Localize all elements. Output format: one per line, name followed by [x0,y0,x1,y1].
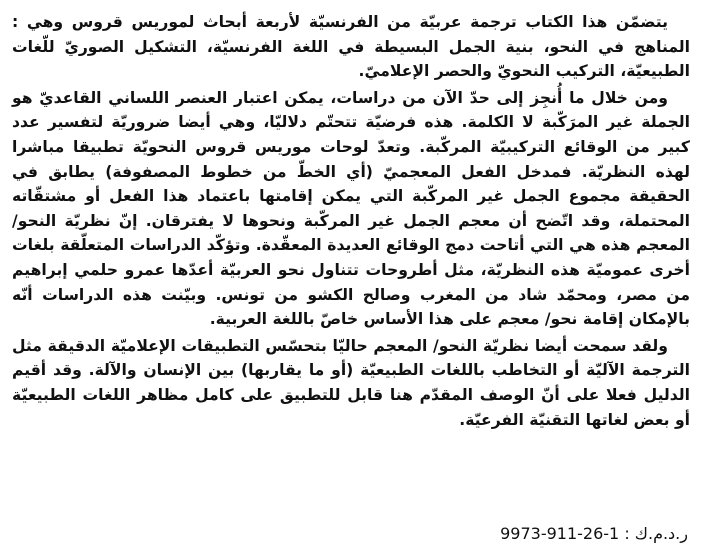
paragraph-1-text: يتضمّن هذا الكتاب ترجمة عربيّة من الفرنسيّة لأربعة أبحاث لموريس قروس وهي : المناهج في النحو، بنية الجمل البسيطة في اللغة الفرنسيّة، التشكيل الصوريّ للّغات الطبيعيّة، التركيب النحويّ والحصر الإعلاميّ. [12,13,690,81]
isbn-number: 9973-911-26-1 [500,524,620,543]
isbn-line [500,524,688,543]
paragraph-1 [12,10,690,84]
isbn-label: ر.د.م.ك : [624,524,688,543]
paragraph-3-text: ولقد سمحت أيضا نظريّة النحو/ المعجم حاليّا بتحسّس التطبيقات الإعلاميّة الدقيقة مثل الترجمة الآليّة أو التخاطب باللغات الطبيعيّة (أو ما يقاربها) بين الإنسان والآلة. وقد أقيم الدليل فعلا على أنّ الوصف المقدّم هنا قابل للتطبيق على كامل مظاهر اللغات الطبيعيّة أو بعض لغاتها التقنيّة الفرعيّة. [12,336,690,429]
paragraph-2-text: ومن خلال ما أُنجِز إلى حدّ الآن من دراسات، يمكن اعتبار العنصر اللساني القاعديّ هو الجملة غير المرَكّبة لا الكلمة. هذه فرضيّة تتحتّم دلاليّا، وهي أيضا ضروريّة لتفسير عدد كبير من الوقائع التركيبيّة المركّبة. وتعدّ لوحات موريس قروس النحويّة تطبيقا مباشرا لهذه النظريّة. فمدخل الفعل المعجميّ (أي الخطّ من خطوط المصفوفة) يطابق في الحقيقة مجموع الجمل غير المركّبة التي يمكن إقامتها باعتماد هذا الفعل أو مشتقّاته المحتملة، وقد اتّضح أن معجم الجمل غير المركّبة ونحوها لا يفترقان. إنّ نظريّة النحو/ المعجم هذه هي التي أتاحت دمج الوقائع العديدة المعقّدة. وتؤكّد الدراسات المتعلّقة بلغات أخرى عموميّة هذه النظريّة، مثل أطروحات تتناول نحو العربيّة أعدّها عمرو حلمي إبراهيم من مصر، ومحمّد شاد من المغرب وصالح الكشو من تونس. وبيّنت هذه الدراسات أنّه بالإمكان إقامة نحو/ معجم على هذا الأساس خاصّ باللغة العربية. [12,88,690,329]
paragraph-3 [12,334,690,432]
paragraph-2 [12,86,690,332]
